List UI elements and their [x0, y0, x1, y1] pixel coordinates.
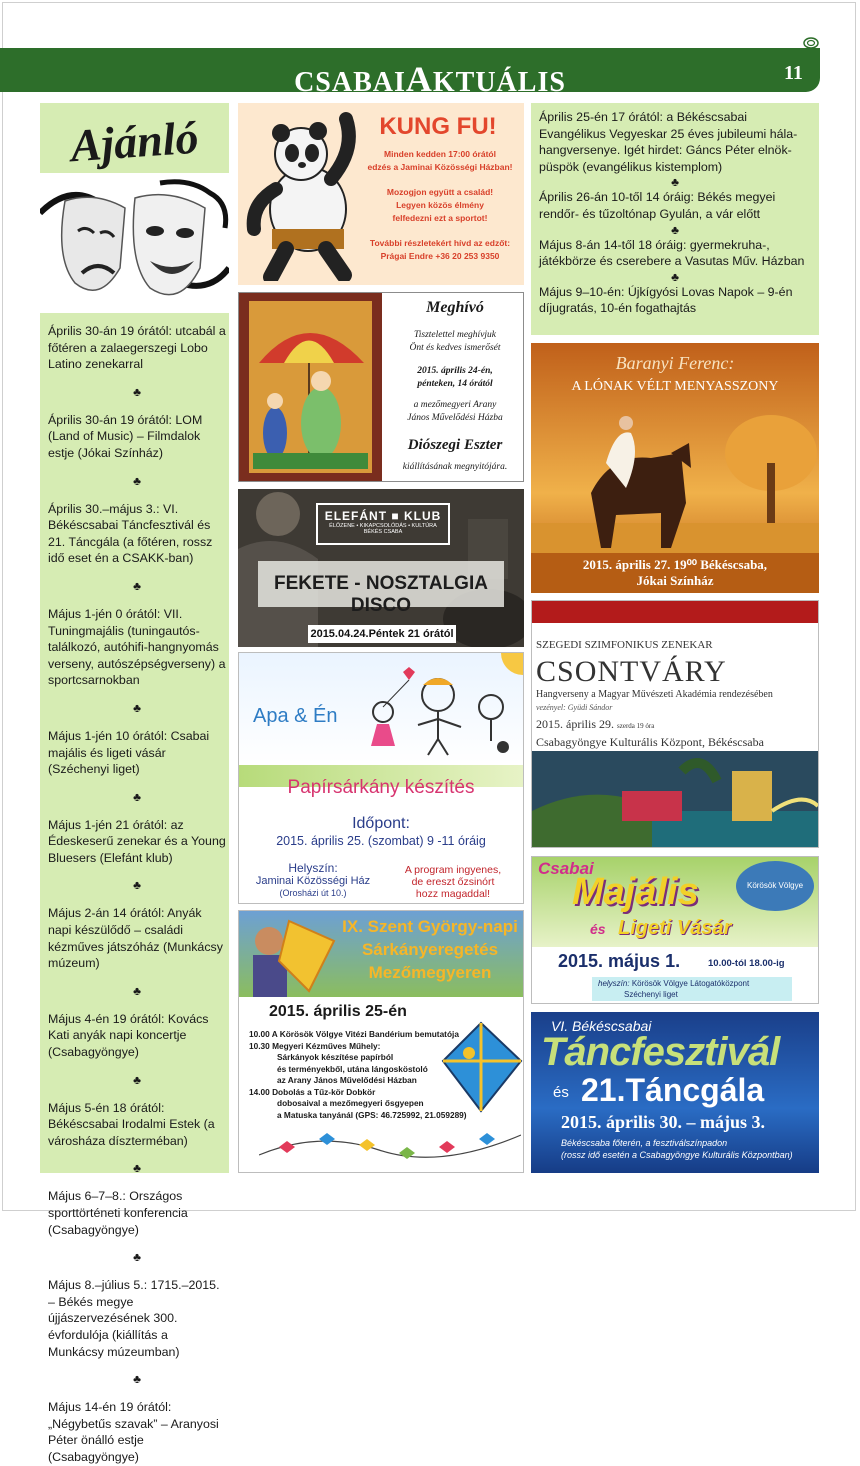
kite-flying-ad [238, 910, 524, 1173]
club-separator-icon: ♣ [133, 578, 141, 593]
club-separator-icon: ♣ [133, 878, 141, 893]
logo-city: BÉKÉS CSABA [363, 529, 403, 535]
dance-festival-dates: 2015. április 30. – május 3. [561, 1112, 766, 1132]
event-item: Május 4-én 19 órától: Kovács Kati anyák napi koncertje (Csabagyöngye) [48, 1011, 209, 1060]
kungfu-text: További részletekért hívd az edzőt: [369, 238, 511, 248]
club-separator-icon: ♣ [671, 222, 679, 237]
kungfu-text: edzés a Jaminai Közösségi Házban! [367, 162, 513, 172]
kungfu-text: Mozogjon együtt a család! [386, 187, 494, 197]
club-separator-icon: ♣ [133, 983, 141, 998]
event-item: Május 9–10-én: Újkígyósi Lovas Napok – 9-én díjugratás, 10-én fogathajtás [539, 284, 793, 316]
club-separator-icon: ♣ [133, 700, 141, 715]
may-day-location: helyszín: Körösök Völgye Látogatóközpont [598, 979, 750, 988]
concert-date: 2015. április 29. szerda 19 óra [536, 717, 655, 731]
korosok-volgye-badge: Körösök Völgye [736, 861, 814, 911]
kite-flying-program: 10.00 A Körösök Völgye Vitézi Bandérium bemutatója 10.30 Megyeri Kézműves Műhely: Sárkányok készítése papírból és terményekből, utána lángosköstoló az Arany János Művelődési Házban 14.00 Dobolás a Tűz-kör Dobkör dobosaival a mezőmegyeri ősgyepen a Matuska tanyánál (GPS: 46.725992, 21.059289) [249, 1029, 467, 1120]
kite-icon [439, 1021, 523, 1113]
place-label: Helyszín: [288, 861, 338, 875]
may-day-title-es: és [590, 921, 606, 937]
club-separator-icon: ♣ [133, 1161, 141, 1176]
dance-festival-alt-venue: (rossz idő esetén a Csabagyöngye Kulturális Központban) [561, 1150, 793, 1160]
theater-masks-icon [40, 173, 229, 313]
invitation-text: Önt és kedves ismerősét [409, 343, 501, 353]
invitation-title: Meghívó [426, 299, 484, 316]
disco-date: 2015.04.24.Péntek 21 órától [308, 625, 456, 643]
boy-with-kite-photo [239, 911, 349, 997]
may-day-title-csabai: Csabai [538, 859, 594, 878]
event-item: Május 2-án 14 órától: Anyák napi készülődő – családi kézműves játszóház (Munkácsy múzeum) [48, 906, 223, 971]
play-venue: Jókai Színház [636, 573, 714, 588]
invitation-text: Tisztelettel meghívjuk [413, 330, 497, 340]
event-item: Május 1-jén 0 órától: VII. Tuningmajális (tuningautós-találkozó, autóhifi-hangnyomás verseny, autószépségverseny) a sportcsarnokban [48, 606, 226, 688]
logo-subtext: ÉLŐZENE • KIKAPCSOLÓDÁS • KULTÚRA [329, 523, 437, 529]
logo-text: KLUB [403, 509, 442, 523]
elephant-icon: ■ [391, 509, 400, 523]
time-label: Időpont: [352, 815, 410, 832]
kungfu-panda-illustration [246, 109, 364, 281]
invitation-place: a mezőmegyeri Arany [413, 400, 497, 410]
kite-making-title: Papírsárkány készítés [287, 777, 475, 798]
event-item: Május 5-én 18 órától: Békéscsabai Irodalmi Estek (a városháza díszterméban) [48, 1100, 215, 1148]
may-day-title-majalis: Majális [572, 871, 699, 913]
concert-title: CSONTVÁRY [536, 655, 727, 688]
may-day-location-2: Széchenyi liget [624, 990, 678, 999]
time-value: 2015. április 25. (szombat) 9 -11 óráig [276, 834, 486, 848]
place-value: Jaminai Közösségi Ház [255, 875, 371, 887]
dance-festival-title: Táncfesztivál [541, 1030, 780, 1074]
event-item: Május 8.–július 5.: 1715.–2015. – Békés megye újjászervezésének 300. évfordulója (kiállítás a Munkácsy múzeumban) [48, 1278, 220, 1359]
event-item: Április 30-án 19 órától: LOM (Land of Music) – Filmdalok estje (Jókai Színház) [48, 412, 203, 460]
event-item: Május 1-jén 21 órától: az Édeskeserű zenekar és a Young Bluesers (Elefánt klub) [48, 817, 226, 865]
kite-making-ad [238, 652, 524, 904]
csontvary-painting [532, 751, 818, 847]
disco-title: FEKETE - NOSZTALGIA DISCO [274, 573, 488, 616]
invitation-ad [238, 292, 524, 482]
event-item: Május 1-jén 10 órától: Csabai majális és ligeti vásár (Széchenyi liget) [48, 728, 210, 777]
concert-ad [531, 600, 819, 848]
family-drawing-illustration [363, 667, 513, 757]
kungfu-ad [238, 103, 524, 285]
kungfu-title: KUNG FU! [379, 113, 497, 140]
apa-en-logo: Apa & Én [253, 705, 338, 727]
may-day-date: 2015. május 1. [558, 951, 681, 971]
place-address: (Orosházi út 10.) [279, 888, 347, 898]
dance-festival-ad [531, 1012, 819, 1173]
club-separator-icon: ♣ [133, 1250, 141, 1265]
page-number: 11 [784, 62, 803, 84]
club-separator-icon: ♣ [133, 1072, 141, 1087]
recommendations-event-list [48, 323, 226, 1466]
theater-play-ad [531, 343, 819, 593]
concert-subtitle: Hangverseny a Magyar Művészeti Akadémia rendezésében [536, 689, 773, 700]
swirl-ornament-icon [802, 36, 820, 50]
invitation-subtitle: kiállításának megnyitójára. [402, 462, 508, 472]
additional-events-box [531, 103, 819, 335]
play-date: 2015. április 27. 19⁰⁰ Békéscsaba, [582, 557, 768, 572]
event-item: Április 30.–május 3.: VI. Békéscsabai Táncfesztivál és 21. Táncgála (a főtéren, rossz idő eset én a CSAKK-ban) [48, 501, 213, 566]
orchestra-name: SZEGEDI SZIMFONIKUS ZENEKAR [536, 639, 713, 651]
kite-flying-date: 2015. április 25-én [269, 1003, 407, 1020]
event-item: Április 30-án 19 órától: utcabál a főtéren a zalaegerszegi Lobo Latino zenekarral [48, 324, 226, 372]
red-band [532, 601, 818, 623]
kungfu-text: Minden kedden 17:00 órától [384, 149, 496, 159]
dance-festival-and: és [553, 1084, 569, 1101]
club-separator-icon: ♣ [133, 473, 141, 488]
may-day-time: 10.00-tól 18.00-ig [708, 958, 785, 969]
recommendations-column [40, 103, 229, 1464]
event-item: Április 25-én 17 órától: a Békéscsabai Evangélikus Vegyeskar 25 éves jubileumi hála-hangversenye. Igét hirdet: Gáncs Péter elnök-püspök (evangélikus kistemplom) [539, 110, 798, 174]
club-separator-icon: ♣ [133, 384, 141, 399]
concert-conductor: vezényel: Gyüdi Sándor [536, 703, 613, 712]
invitation-date: pénteken, 14 órától [417, 379, 493, 389]
author-name: Baranyi Ferenc: [615, 353, 735, 373]
elefant-klub-logo [316, 503, 450, 545]
play-title: A LÓNAK VÉLT MENYASSZONY [571, 379, 779, 394]
invitation-artist-name: Diószegi Eszter [407, 437, 503, 453]
may-day-fair-ad [531, 856, 819, 1004]
kite-tail-decoration [259, 1125, 521, 1169]
club-separator-icon: ♣ [671, 175, 679, 190]
invitation-date: 2015. április 24-én, [417, 366, 493, 376]
club-separator-icon: ♣ [133, 789, 141, 804]
event-item: Május 6–7–8.: Országos sporttörténeti konferencia (Csabagyöngye) [48, 1189, 188, 1237]
event-item: Május 14-én 19 órától: „Négybetűs szavak” – Aranyosi Péter önálló estje (Csabagyöngye) [48, 1400, 219, 1464]
club-separator-icon: ♣ [671, 269, 679, 284]
invitation-place: János Művelődési Házba [407, 413, 503, 423]
may-day-title-ligeti: Ligeti Vásár [618, 917, 732, 939]
recommendations-heading: Ajánló [68, 111, 201, 172]
dance-festival-venue: Békéscsaba főterén, a fesztiválszínpadon [561, 1138, 728, 1148]
logo-text: ELEFÁNT [324, 509, 388, 523]
free-note: A program ingyenes, de ereszt őzsinórt hozz magaddal! [404, 864, 502, 900]
club-separator-icon: ♣ [133, 1372, 141, 1387]
dance-gala-title: 21.Táncgála [581, 1072, 765, 1108]
kite-flying-title: IX. Szent György-napi Sárkányeregetés Mezőmegyeren [342, 917, 518, 982]
page-header-title: CSABAIAKTUÁLIS [294, 59, 566, 99]
event-item: Május 8-án 14-től 18 óráig: gyermekruha-, játékbörze és cserebere a Vasutas Műv. Házban [539, 237, 805, 269]
concert-venue: Csabagyöngye Kulturális Központ, Békéscsaba [536, 735, 764, 749]
kungfu-text: Legyen közös élmény [396, 200, 484, 210]
painting-illustration [239, 293, 382, 481]
kungfu-contact: Prágai Endre +36 20 253 9350 [380, 251, 500, 261]
kungfu-text: felfedezni ezt a sportot! [392, 213, 488, 223]
dance-festival-edition: VI. Békéscsabai [551, 1018, 652, 1034]
elefant-klub-ad [238, 489, 524, 647]
event-item: Április 26-án 10-től 14 óráig: Békés megyei rendőr- és tűzoltónap Gyulán, a vár előtt [539, 190, 776, 221]
